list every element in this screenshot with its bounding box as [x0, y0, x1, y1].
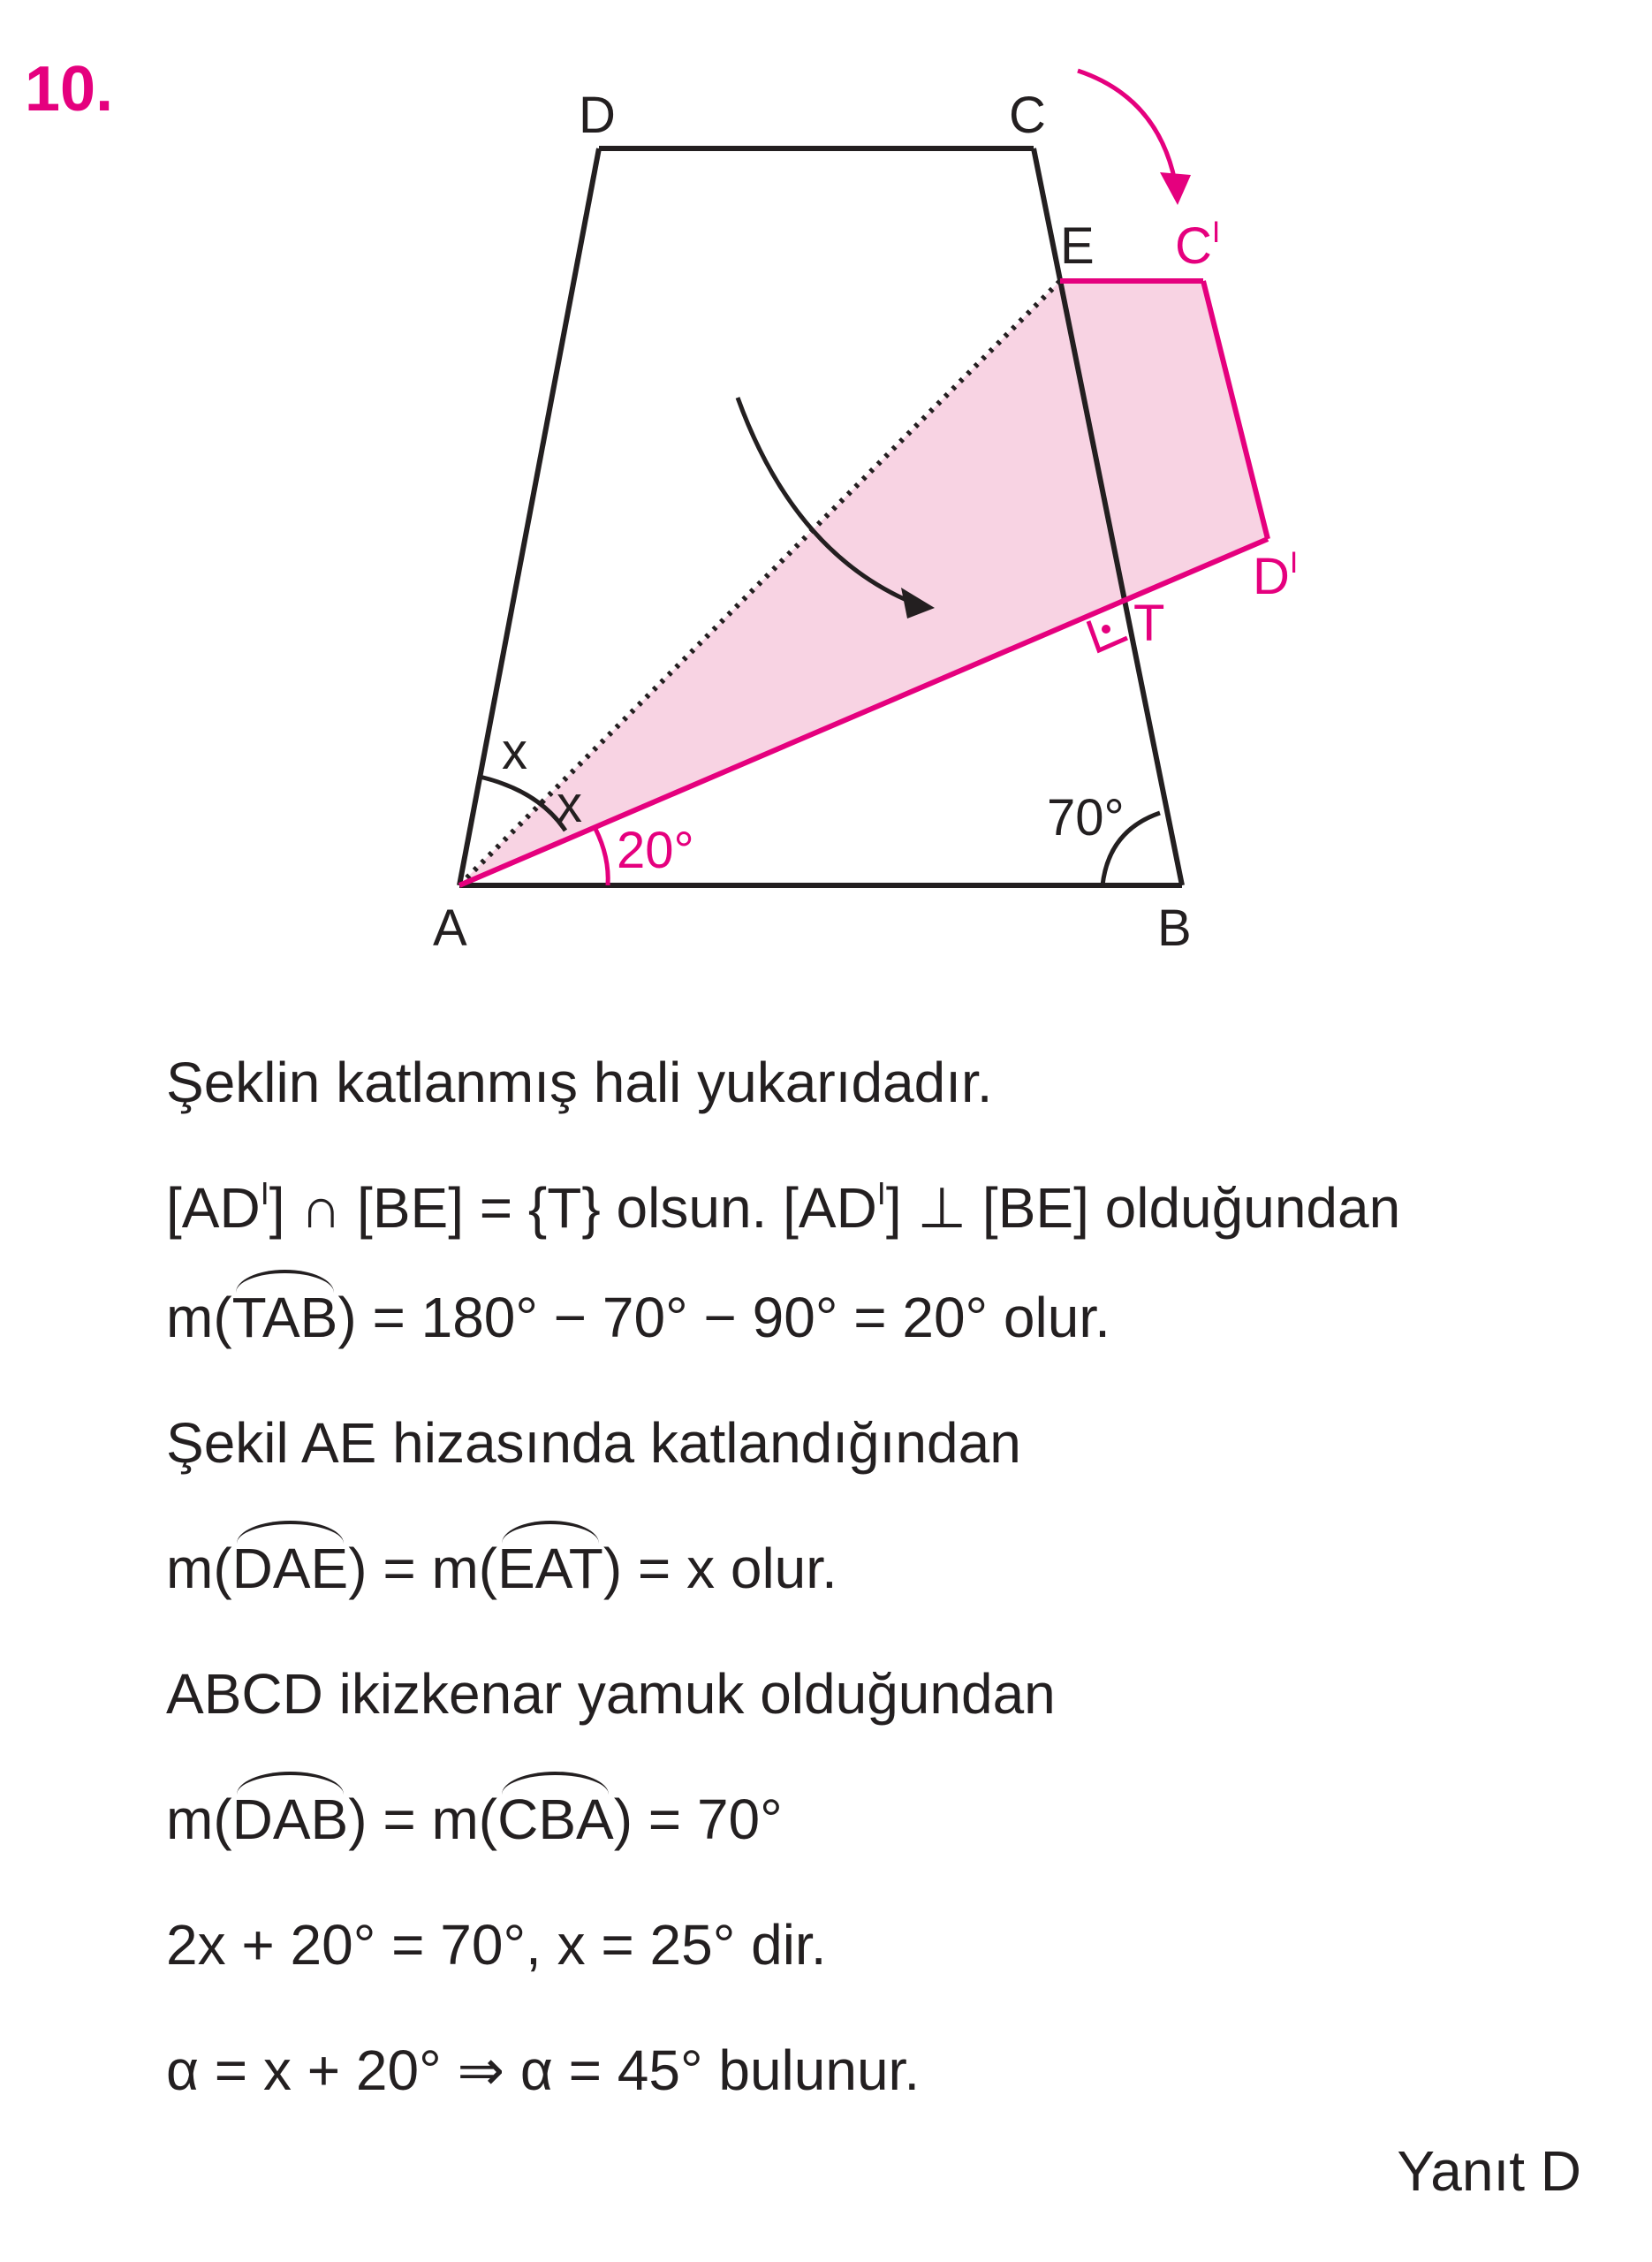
line2-part-b: ] ∩ [BE] = {T} olsun. [AD — [269, 1176, 877, 1240]
angle-label-x-lower: x — [557, 776, 582, 833]
label-d-prime-letter: D — [1253, 548, 1290, 605]
right-angle-dot — [1102, 625, 1110, 634]
solution-line-8: 2x + 20° = 70°, x = 25° dir. — [166, 1913, 827, 1977]
answer-label: Yanıt D — [1397, 2139, 1581, 2203]
label-a: A — [433, 899, 467, 957]
solution-line-7 — [166, 1784, 1624, 1855]
label-c-prime-letter: C — [1175, 217, 1212, 275]
angle-label-20: 20° — [617, 822, 694, 879]
angle-label-x-upper: x — [502, 723, 527, 780]
solution-line-5 — [166, 1533, 1624, 1604]
geometry-figure — [0, 0, 1652, 990]
solution-line-2 — [166, 1173, 1624, 1243]
line7-post: ) = 70° — [613, 1788, 783, 1851]
line3-pre: m( — [166, 1286, 232, 1349]
line2-part-a: [AD — [166, 1176, 261, 1240]
line2-prime-2: I — [876, 1175, 886, 1211]
label-e: E — [1060, 217, 1095, 275]
label-b: B — [1157, 899, 1192, 957]
label-c-prime — [1175, 216, 1220, 275]
line3-angle-tab: TAB — [232, 1282, 338, 1353]
label-d-prime-mark: I — [1289, 546, 1299, 580]
line5-pre: m( — [166, 1537, 232, 1600]
label-d-prime — [1253, 546, 1298, 605]
line7-angle-dab: DAB — [232, 1784, 349, 1855]
line5-angle-eat: EAT — [497, 1533, 603, 1604]
question-number: 10. — [25, 54, 114, 125]
solution-line-9: α = x + 20° ⇒ α = 45° bulunur. — [166, 2038, 921, 2102]
label-t: T — [1133, 595, 1165, 652]
label-d: D — [579, 87, 616, 144]
solution-text — [166, 1047, 1624, 2160]
line5-mid: ) = m( — [348, 1537, 498, 1600]
label-c: C — [1009, 87, 1046, 144]
line7-pre: m( — [166, 1788, 232, 1851]
label-c-prime-mark: I — [1211, 216, 1221, 249]
line2-part-c: ] ⊥ [BE] olduğundan — [885, 1176, 1401, 1240]
pink-arrow-head — [1160, 172, 1191, 205]
pink-arrow — [1078, 71, 1175, 181]
solution-line-1: Şeklin katlanmış hali yukarıdadır. — [166, 1051, 993, 1114]
solution-line-4: Şekil AE hizasında katlandığından — [166, 1411, 1021, 1475]
line7-mid: ) = m( — [348, 1788, 498, 1851]
angle-label-70: 70° — [1047, 789, 1125, 846]
solution-line-6: ABCD ikizkenar yamuk olduğundan — [166, 1662, 1056, 1726]
line5-angle-dae: DAE — [232, 1533, 349, 1604]
line3-post: ) = 180° − 70° − 90° = 20° olur. — [337, 1286, 1110, 1349]
solution-line-3 — [166, 1282, 1624, 1353]
angle-arc-20 — [595, 829, 608, 885]
line5-post: ) = x olur. — [602, 1537, 837, 1600]
line7-angle-cba: CBA — [497, 1784, 614, 1855]
line2-prime-1: I — [260, 1175, 269, 1211]
